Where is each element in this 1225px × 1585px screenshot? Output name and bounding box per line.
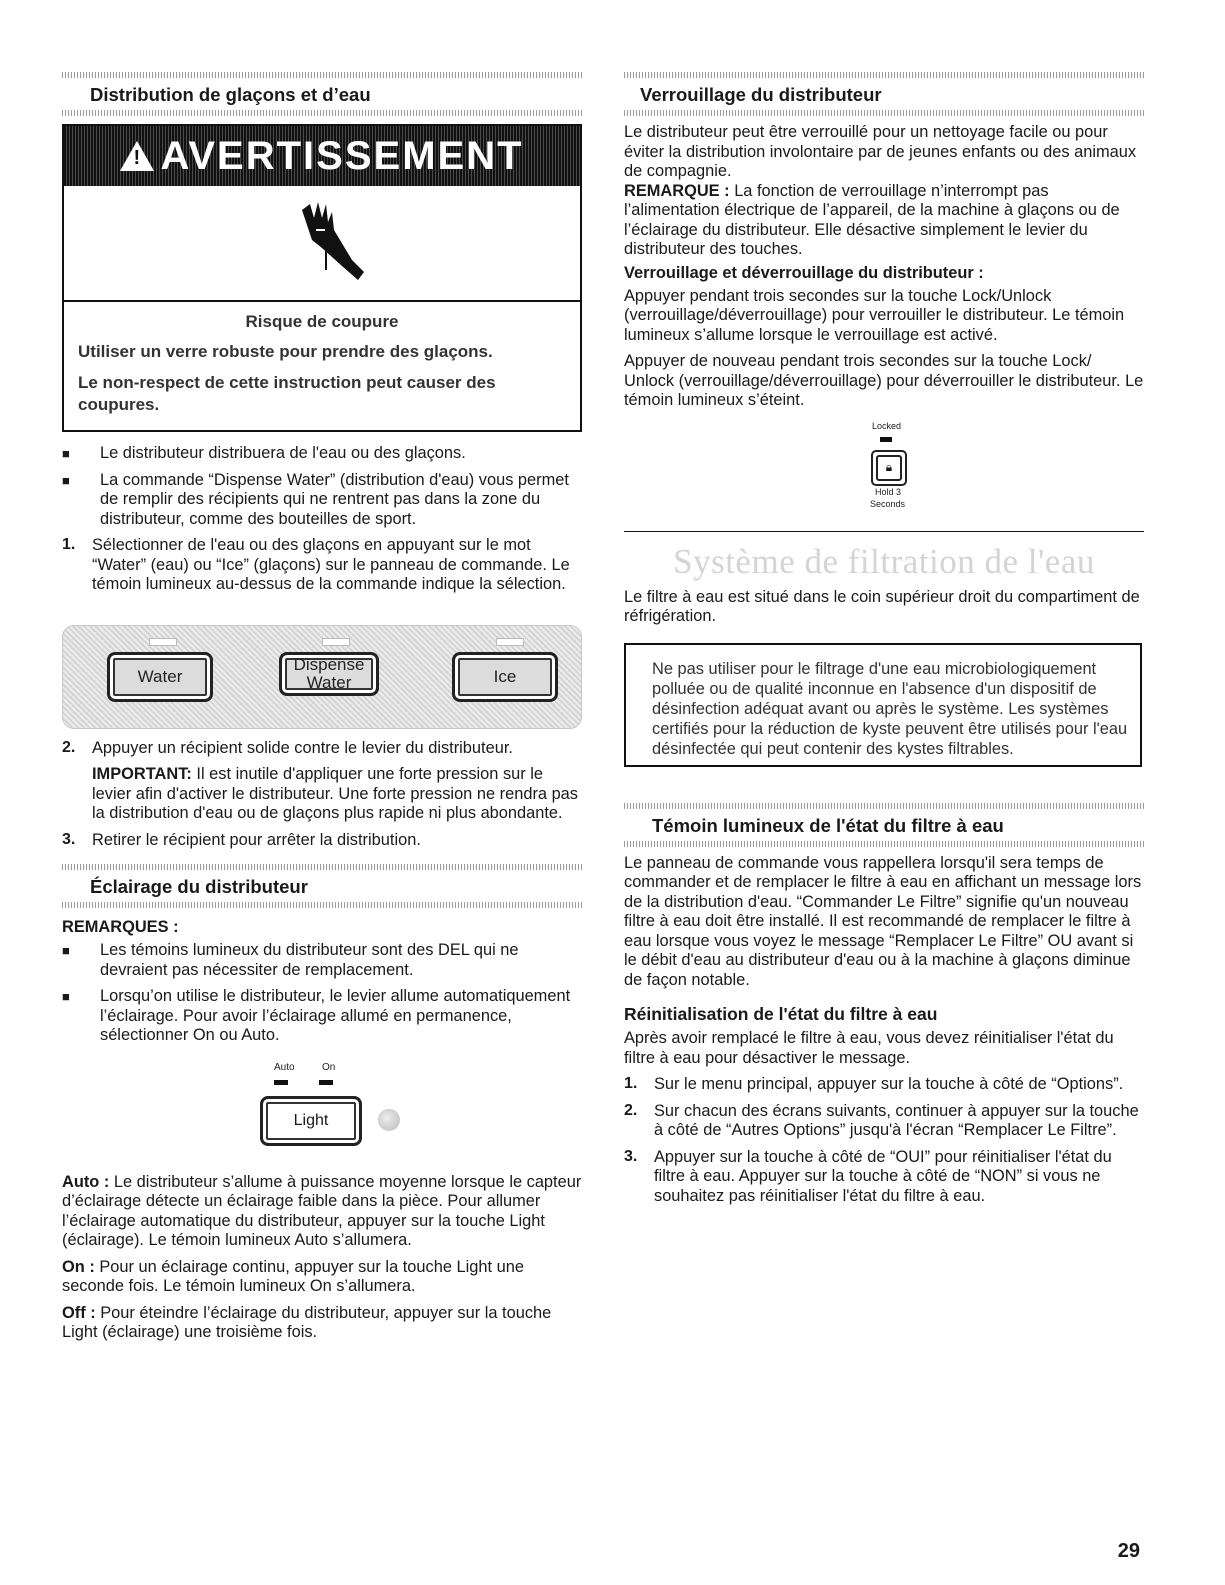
auto-description: Auto : Le distributeur s’allume à puissance moyenne lorsque le capteur d’éclairage détecte un éclairage faible dans la pièce. Pour allumer l’éclairage automatique du distributeur, appuyer sur la touche Light (éclairage). Le témoin lumineux Auto s’allumera. <box>62 1172 582 1249</box>
list-item: ■ Lorsqu’on utilise le distributeur, le levier allume automatiquement l’éclairage. Pour avoir l’éclairage allumé en permanence, sélectionner On ou Auto. <box>62 987 571 1044</box>
lock-subheading: Verrouillage et déverrouillage du distributeur : <box>624 263 984 282</box>
on-indicator <box>319 1080 333 1085</box>
lock-remarque: REMARQUE : La fonction de verrouillage n’interrompt pas l’alimentation électrique de l’appareil, de la machine à glaçons ou de l’éclairage du distributeur. Elle désactive simplement le levier du distributeur des touches. <box>624 181 1120 258</box>
filter-status-text: Le panneau de commande vous rappellera lorsqu'il sera temps de commander et de remplacer le filtre à eau en affichant un message lors de la distribution d'eau. “Commander Le Filtre” signifie qu'un nouveau filtre à eau doit être installé. Il est recommandé de remplacer le filtre à eau lorsque vous voyez le message “Remplacer Le Filtre” OU avant si le débit d'eau au distributeur d'eau ou à la machine à glaçons diminue de façon notable. <box>624 853 1142 989</box>
list-item: ■ Les témoins lumineux du distributeur sont des DEL qui ne devraient pas nécessiter de remplacement. <box>62 941 519 979</box>
divider <box>62 110 582 116</box>
filter-notice-text: Ne pas utiliser pour le filtrage d'une eau microbiologiquement polluée ou de qualité inconnue en l'absence d'un dispositif de désinfection adéquat avant ou après le système. Les systèmes certifiés pour la réduction de kyste peuvent être utilisés pour l'eau désinfectée qui peut contenir des kystes filtrables. <box>652 659 1128 758</box>
page-number: 29 <box>1117 1540 1140 1562</box>
reset-step-3: 3. Appuyer sur la touche à côté de “OUI” pour réinitialiser l'état du filtre à eau. Appuyer sur la touche à côté de “NON” si vous ne souhaitez pas réinitialiser l'état du filtre à eau. <box>624 1147 1112 1205</box>
warning-header <box>64 126 580 186</box>
light-button[interactable]: Light <box>260 1096 362 1146</box>
lock-intro: Le distributeur peut être verrouillé pour un nettoyage facile ou pour éviter la distribution involontaire par de jeunes enfants ou des animaux de compagnie. <box>624 123 1137 180</box>
dispense-water-indicator <box>322 638 350 646</box>
water-indicator <box>149 638 177 646</box>
warning-line-2: Le non-respect de cette instruction peut causer des coupures. <box>78 373 496 414</box>
hand-cut-icon <box>64 186 580 302</box>
locked-indicator <box>880 437 892 442</box>
warning-triangle-icon: ! <box>120 141 154 171</box>
seconds-label: Seconds <box>870 498 906 509</box>
reset-step-1: 1. Sur le menu principal, appuyer sur la touche à côté de “Options”. <box>624 1075 1124 1093</box>
filter-notice-box <box>624 643 1142 767</box>
hold-label: Hold 3 <box>875 486 902 497</box>
ice-button[interactable]: Ice <box>452 652 558 702</box>
locked-label: Locked <box>872 420 902 431</box>
auto-label: Auto <box>274 1061 295 1073</box>
section-heading-lock: Verrouillage du distributeur <box>640 84 882 105</box>
warning-risk: Risque de coupure <box>245 312 399 331</box>
right-column <box>624 72 1144 1206</box>
lock-icon: 🔒︎ <box>876 455 902 481</box>
step-2: 2. Appuyer un récipient solide contre le levier du distributeur. <box>62 738 513 757</box>
light-sensor-icon <box>378 1109 400 1131</box>
auto-indicator <box>274 1080 288 1085</box>
step-3: 3. Retirer le récipient pour arrêter la distribution. <box>62 830 421 849</box>
dispense-water-button[interactable]: Dispense Water <box>279 652 379 696</box>
dispenser-control-panel <box>62 625 582 729</box>
off-description: Off : Pour éteindre l’éclairage du distributeur, appuyer sur la touche Light (éclairage) une troisième fois. <box>62 1303 552 1341</box>
remarques-label: REMARQUES : <box>62 918 179 936</box>
step-1: 1. Sélectionner de l'eau ou des glaçons en appuyant sur le mot “Water” (eau) ou “Ice” (glaçons) sur le panneau de commande. Le témoin lumineux au-dessus de la commande indique la sélection. <box>62 536 570 593</box>
reset-subheading: Réinitialisation de l'état du filtre à eau <box>624 1004 938 1024</box>
divider <box>624 110 1144 116</box>
divider <box>62 902 582 908</box>
lock-control-figure <box>624 419 1144 519</box>
light-control-figure <box>62 1054 582 1166</box>
section-heading-filter-status: Témoin lumineux de l'état du filtre à eau <box>652 814 1004 836</box>
divider <box>624 841 1144 847</box>
lock-paragraph-1: Appuyer pendant trois secondes sur la touche Lock/Unlock (verrouillage/déverrouillage) pour verrouiller le distributeur. Le témoin lumineux s’allume lorsque le verrouillage est activé. <box>624 286 1125 344</box>
divider <box>624 531 1144 532</box>
warning-line-1: Utiliser un verre robuste pour prendre des glaçons. <box>78 342 493 361</box>
section-heading-dispensing: Distribution de glaçons et d’eau <box>90 84 371 105</box>
warning-title: AVERTISSEMENT <box>160 134 524 178</box>
left-column <box>62 72 582 1343</box>
on-description: On : Pour un éclairage continu, appuyer sur la touche Light une seconde fois. Le témoin lumineux On s’allumera. <box>62 1257 524 1295</box>
filter-intro: Le filtre à eau est situé dans le coin supérieur droit du compartiment de réfrigération. <box>624 587 1140 625</box>
lock-paragraph-2: Appuyer de nouveau pendant trois secondes sur la touche Lock/ Unlock (verrouillage/déverrouillage) pour déverrouiller le distributeur. Le témoin lumineux s’éteint. <box>624 352 1144 409</box>
section-heading-lighting: Éclairage du distributeur <box>90 876 308 897</box>
important-note: IMPORTANT: Il est inutile d'appliquer une forte pression sur le levier afin d'activer le distributeur. Une forte pression ne rendra pas la distribution d'eau ou de glaçons plus rapide ni plus abondante. <box>92 765 578 822</box>
warning-box <box>62 124 582 432</box>
filter-section-title: Système de filtration de l'eau <box>673 541 1095 581</box>
reset-step-2: 2. Sur chacun des écrans suivants, continuer à appuyer sur la touche à côté de “Autres Options” jusqu'à l'écran “Remplacer Le Filtre”. <box>624 1101 1139 1139</box>
reset-intro: Après avoir remplacé le filtre à eau, vous devez réinitialiser l'état du filtre à eau pour désactiver le message. <box>624 1029 1114 1067</box>
on-label: On <box>322 1061 336 1073</box>
ice-indicator <box>496 638 524 646</box>
water-button[interactable]: Water <box>107 652 213 702</box>
list-item: ■ Le distributeur distribuera de l'eau ou des glaçons. <box>62 444 466 462</box>
list-item: ■ La commande “Dispense Water” (distribution d'eau) vous permet de remplir des récipients qui ne rentrent pas dans la zone du distributeur, comme des bouteilles de sport. <box>62 470 569 528</box>
lock-button[interactable] <box>871 450 907 486</box>
